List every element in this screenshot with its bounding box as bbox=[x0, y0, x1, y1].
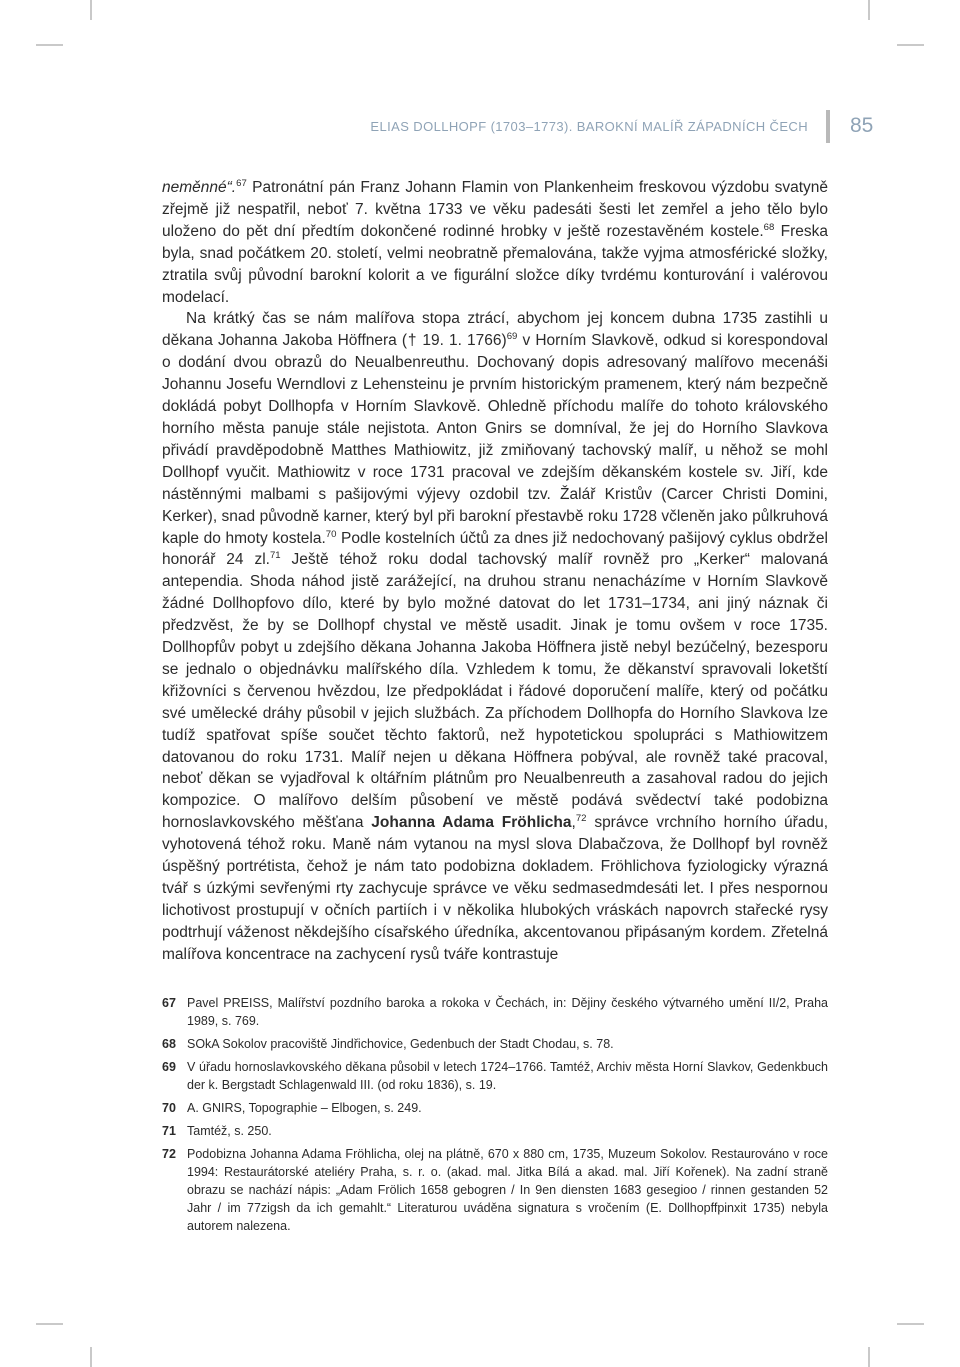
page-number: 85 bbox=[850, 114, 874, 137]
text-run: , bbox=[571, 814, 576, 832]
text-run: Na krátký čas se nám malířova stopa ztrácí, abychom jej koncem dubna 1735 zastihli u děkana Johanna Jakoba Höffnera († 19. 1. 1766) bbox=[162, 310, 828, 350]
text-run: v Horním Slavkově, odkud si korespondoval o dodání dvou obrazů do Neualbenreuthu. Dochovaný dopis adresovaný malířovo mecenáši Johannu Josefu Werndlovi z Lehensteinu je prvním historickým pramenem, který nám bezpečně dokládá pobyt Dollhopfa v Horním Slavkově. Ohledně příchodu malíře do tohoto královského horního města panuje stále nejistota. Anton Gnirs se domníval, že jej do Horního Slavkova přivádí pravděpodobně Matthes Mathiowitz, již zmiňovaný tachovský malíř, u něhož se mohl Dollhopf vyučit. Mathiowitz v roce 1731 pracoval ve zdejším děkanském kostele sv. Jiří, kde nástěnnými malbami s pašijovými výjevy ozdobil tzv. Žalář Kristův (Carcer Christi Domini, Kerker), snad původně karner, který byl při barokní přestavbě roku 1728 včleněn jako půlkruhová kaple do hmoty kostela. bbox=[162, 332, 828, 547]
crop-mark bbox=[868, 1347, 870, 1367]
footnote bbox=[162, 1122, 828, 1140]
footnote-ref[interactable]: 69 bbox=[506, 331, 518, 343]
footnote-text: SOkA Sokolov pracoviště Jindřichovice, Gedenbuch der Stadt Chodau, s. 78. bbox=[187, 1037, 614, 1051]
footnote bbox=[162, 1035, 828, 1053]
footnote-ref[interactable]: 70 bbox=[325, 528, 337, 540]
crop-mark bbox=[897, 44, 924, 46]
text-run: neměnné“. bbox=[162, 179, 237, 196]
footnote-number: 70 bbox=[162, 1101, 176, 1115]
footnote-number: 72 bbox=[162, 1147, 176, 1161]
crop-mark bbox=[90, 1347, 92, 1367]
paragraph bbox=[162, 308, 828, 965]
text-run: správce vrchního horního úřadu, vyhotovená téhož roku. Maně nám vytanou na mysl slova Dlabačzova, že Dollhopf byl rovněž úspěšný portrétista, čehož je nám tato podobizna dokladem. Fröhlichova fyziologicky výrazná tvář s úzkými sevřenými rty zachycuje správce ve věku sedmasedmdesáti let. I přes nespornou lichotivost prostupují v očních partiích i v několika hlubokých vráskách napovrch stařecké rysy podtrhují váženost někdejšího císařského úředníka, akcentovanou připásaným kordem. Zřetelná malířova koncentrace na zachycení rysů tváře kontrastuje bbox=[162, 814, 828, 963]
text-run: Freska byla, snad počátkem 20. století, velmi neobratně přemalována, takže vyjma atmosférické složky, ztratila svůj původní barokní kolorit a ve figurální složce díky tvrdému konturování i valérovou modelací. bbox=[162, 222, 828, 306]
footnote bbox=[162, 1099, 828, 1117]
footnote-number: 67 bbox=[162, 996, 176, 1010]
crop-mark bbox=[90, 0, 92, 20]
footnote-text: V úřadu hornoslavkovského děkana působil v letech 1724–1766. Tamtéž, Archiv města Horní Slavkov, Gedenkbuch der k. Bergstadt Schlagenwald III. (od roku 1836), s. 19. bbox=[187, 1060, 828, 1092]
paragraph bbox=[162, 177, 828, 308]
footnote-text: Tamtéž, s. 250. bbox=[187, 1124, 272, 1138]
footnote bbox=[162, 1058, 828, 1094]
footnote-number: 68 bbox=[162, 1037, 176, 1051]
footnote-ref[interactable]: 72 bbox=[575, 813, 587, 825]
text-run: Ještě téhož roku dodal tachovský malíř rovněž pro „Kerker“ malovaná antependia. Shoda náhod jistě zarážející, na druhou stranu nenacházíme v Horním Slavkově žádné Dollhopfovo dílo, které by bylo možné datovat do let 1731–1734, ani jiný náznak či předzvěst, že by se Dollhopf chystal ve městě usadit. Jinak je tomu ovšem v roce 1735. Dollhopfův pobyt u zdejšího děkana Johanna Jakoba Höffnera jistě nebyl bezúčelný, bezesporu se jednalo o objednávku malířského díla. Vzhledem k tomu, že děkanství spravovali loketští křižovníci s červenou hvězdou, lze předpokládat i řádové doporučení malíře, který od počátku své umělecké dráhy působil v jejich službách. Za příchodem Dollhopfa do Horního Slavkova lze tudíž spatřovat spíše součet těchto faktorů, než hypotetickou spolupráci s Mathiowitzem datovanou do roku 1731. Malíř nejen u děkana Höffnera pobýval, ale rovněž také pracoval, neboť děkan se vyjadřoval k oltářním plátnům pro Neualbenreuth a zasahoval radou do jejich kompozice. O malířovo delším působení ve městě podává svědectví také podobizna hornoslavkovského měšťana bbox=[162, 551, 829, 832]
footnote bbox=[162, 1145, 828, 1235]
footnote-ref[interactable]: 67 bbox=[236, 177, 247, 189]
footnote-text: A. GNIRS, Topographie – Elbogen, s. 249. bbox=[187, 1101, 422, 1115]
running-head-title: ELIAS DOLLHOPF (1703–1773). BAROKNÍ MALÍŘ ZÁPADNÍCH ČECH bbox=[370, 119, 808, 134]
footnote-number: 71 bbox=[162, 1124, 176, 1138]
footnote-number: 69 bbox=[162, 1060, 176, 1074]
body-text bbox=[162, 177, 828, 966]
text-run: Patronátní pán Franz Johann Flamin von Plankenheim freskovou výzdobu svatyně zřejmě již nespatřil, neboť 7. května 1733 ve věku padesáti šesti let zemřel a jeho tělo bylo uloženo do pět dní předtím dokončené rodinné hrobky v ještě rozestavěném kostele. bbox=[162, 179, 828, 240]
crop-mark bbox=[36, 44, 63, 46]
footnote-text: Pavel PREISS, Malířství pozdního baroka a rokoka v Čechách, in: Dějiny českého výtvarného umění II/2, Praha 1989, s. 769. bbox=[187, 996, 828, 1028]
crop-mark bbox=[36, 1323, 63, 1325]
footnotes bbox=[162, 994, 828, 1240]
footnote-ref[interactable]: 71 bbox=[269, 550, 281, 562]
text-run: Podle kostelních účtů za dnes již nedochovaný pašijový cyklus obdržel honorář 24 zl. bbox=[162, 529, 829, 569]
footnote-text: Podobizna Johanna Adama Fröhlicha, olej na plátně, 670 x 880 cm, 1735, Muzeum Sokolov. Restaurováno v roce 1994: Restaurátorské ateliéry Praha, s. r. o. (akad. mal. Jitka Bílá a akad. mal. Jiří Kořenek). Na zadní straně obrazu se nachází nápis: „Adam Frölich 1658 gebogren / In 9en diensten 1683 gesegioo / rinnen gestanden 52 Jahr / im 77zigsh da ich gemahlt.“ Literaturou uváděna signatura s vročením (E. Dollhopffpinxit 1735) nebyla autorem nalezena. bbox=[187, 1147, 828, 1233]
footnote bbox=[162, 994, 828, 1030]
crop-mark bbox=[868, 0, 870, 20]
crop-mark bbox=[897, 1323, 924, 1325]
footnote-ref[interactable]: 68 bbox=[763, 221, 775, 233]
header-divider bbox=[826, 110, 830, 143]
bold-name: Johanna Adama Fröhlicha bbox=[371, 814, 572, 832]
